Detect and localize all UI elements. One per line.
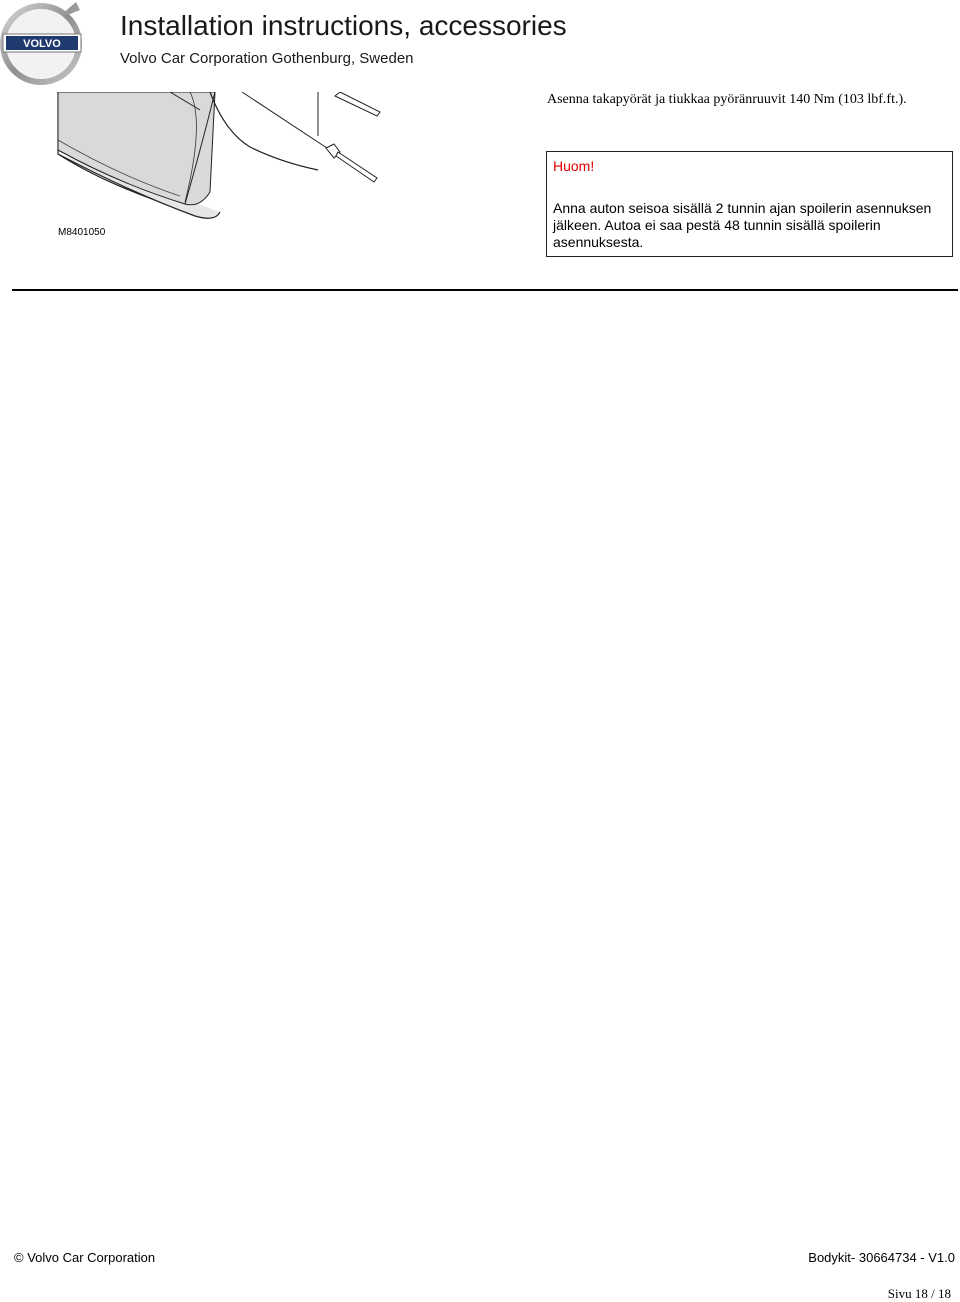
figure-code: M8401050 xyxy=(58,227,106,238)
note-title: Huom! xyxy=(553,158,595,174)
document-title: Installation instructions, accessories xyxy=(120,10,567,41)
note-box xyxy=(546,151,953,257)
logo-text: VOLVO xyxy=(23,38,61,50)
page-header xyxy=(0,0,960,92)
note-body: Anna auton seisoa sisällä 2 tunnin ajan spoilerin asennuksen jälkeen. Autoa ei saa pestä 48 tunnin sisällä spoilerin asennuksesta. xyxy=(553,200,932,250)
installation-illustration xyxy=(50,92,450,227)
step-instruction: Asenna takapyörät ja tiukkaa pyöränruuvit 140 Nm (103 lbf.ft.). xyxy=(547,92,907,107)
section-divider xyxy=(12,289,958,291)
footer-copyright: © Volvo Car Corporation xyxy=(14,1250,156,1265)
footer-document-id: Bodykit- 30664734 - V1.0 xyxy=(808,1250,955,1265)
volvo-logo xyxy=(0,0,86,86)
document-subtitle: Volvo Car Corporation Gothenburg, Sweden xyxy=(120,50,414,67)
page-number: Sivu 18 / 18 xyxy=(887,1286,951,1301)
